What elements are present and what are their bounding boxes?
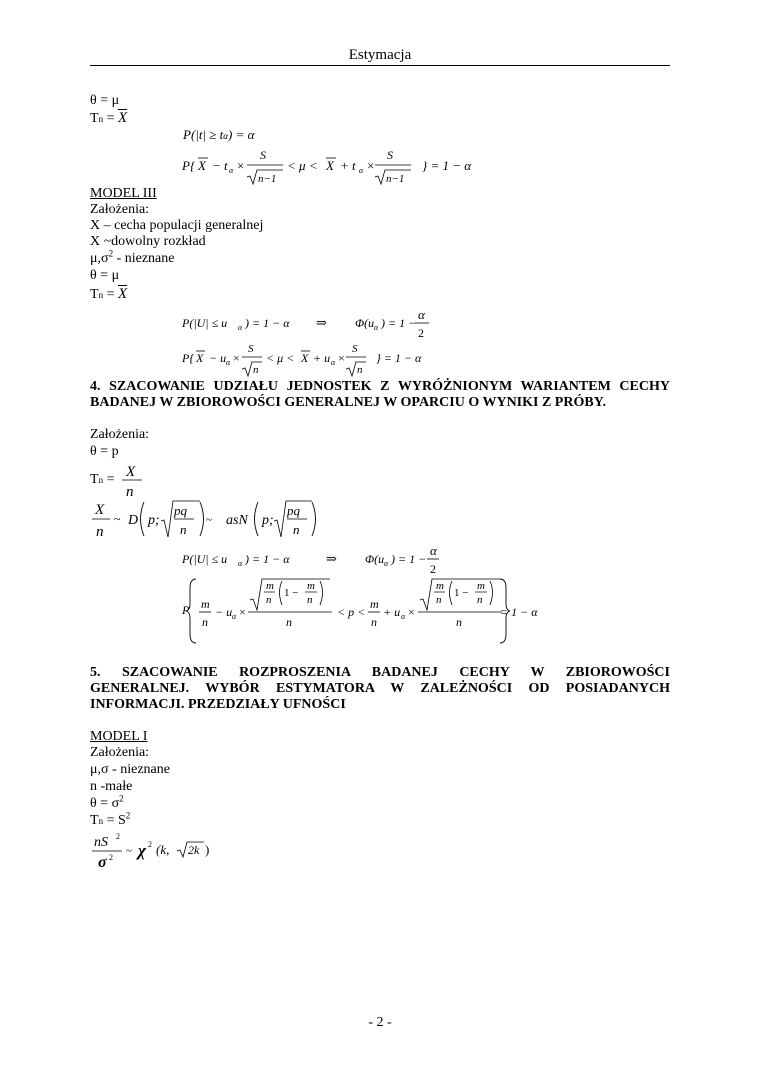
svg-text:×: × xyxy=(338,351,345,365)
svg-text:×: × xyxy=(237,158,245,173)
model-i-label: MODEL I xyxy=(90,729,148,744)
svg-text:< p <: < p < xyxy=(337,605,366,619)
assumptions-label-5: Założenia: xyxy=(90,745,150,760)
svg-text:) = 1 − α: ) = 1 − α xyxy=(245,316,290,330)
svg-text:− t: − t xyxy=(212,158,228,173)
svg-text:α: α xyxy=(374,323,379,332)
formula-ci-mean-t xyxy=(180,146,480,188)
svg-text:α: α xyxy=(238,323,243,332)
svg-text:X: X xyxy=(126,464,136,480)
formula-t-prob: P(|t| ≥ tα) = α xyxy=(183,127,255,142)
svg-text:α: α xyxy=(384,559,389,568)
svg-text:n: n xyxy=(266,594,272,606)
svg-text:P: P xyxy=(182,603,190,617)
svg-text:n: n xyxy=(286,615,292,629)
svg-text:α: α xyxy=(359,166,364,175)
svg-text:n: n xyxy=(477,594,483,606)
svg-text:σ: σ xyxy=(98,854,107,871)
svg-text:nS: nS xyxy=(94,835,108,850)
svg-text:− u: − u xyxy=(215,605,233,619)
svg-text:D: D xyxy=(128,513,139,528)
svg-text:⇒: ⇒ xyxy=(326,551,337,566)
svg-text:m: m xyxy=(477,580,485,592)
svg-text:X: X xyxy=(326,158,334,173)
svg-text:2k: 2k xyxy=(188,843,200,857)
formula-ci-mean-u xyxy=(180,342,440,378)
mu-sigma-unknown: $\mu,\sigma^2$ - nieznane xyxy=(90,248,175,266)
svg-text:α: α xyxy=(430,544,437,558)
svg-text:2: 2 xyxy=(418,326,424,340)
svg-text:p;: p; xyxy=(262,513,274,528)
formula-u-prob-4 xyxy=(180,544,440,578)
svg-text:) = 1 − α: ) = 1 − α xyxy=(245,552,290,566)
svg-text:~: ~ xyxy=(126,845,132,857)
svg-text:S: S xyxy=(387,148,393,162)
svg-text:P{: P{ xyxy=(182,158,196,173)
n-small: n -małe xyxy=(90,779,133,794)
formula-u-prob xyxy=(180,306,440,342)
svg-text:X: X xyxy=(198,158,206,173)
svg-text:×: × xyxy=(233,351,240,365)
svg-text:m: m xyxy=(370,597,379,611)
svg-text:n: n xyxy=(357,364,363,376)
model-iii-label: MODEL III xyxy=(90,186,157,201)
svg-text:n−1: n−1 xyxy=(386,173,405,185)
formula-ci-proportion xyxy=(180,576,550,646)
tn-s2: $Tn = S^2$ xyxy=(90,810,131,828)
svg-text:×: × xyxy=(367,158,375,173)
svg-text:asN: asN xyxy=(226,513,248,528)
theta-sigma2: $\theta = \sigma^2$ xyxy=(90,793,124,811)
svg-text:α: α xyxy=(418,307,425,322)
svg-text:(k,: (k, xyxy=(156,842,170,857)
svg-text:α: α xyxy=(226,358,231,367)
svg-text:p;: p; xyxy=(148,513,160,528)
svg-text:< μ <: < μ < xyxy=(266,351,295,365)
svg-text:2: 2 xyxy=(109,853,113,862)
svg-text:n: n xyxy=(371,615,377,629)
svg-text:⇒: ⇒ xyxy=(316,315,327,330)
svg-text:2: 2 xyxy=(116,832,120,841)
svg-text:+ u: + u xyxy=(383,605,401,619)
mu-sigma-unknown-5: μ,σ - nieznane xyxy=(90,762,170,777)
svg-text:1 −: 1 − xyxy=(454,587,469,599)
section-4-heading: 4. SZACOWANIE UDZIAŁU JEDNOSTEK Z WYRÓŻNIONYM WARIANTEM CECHY BADANEJ W ZBIOROWOŚCI GENERALNEJ W OPARCIU O WYNIKI Z PRÓBY. xyxy=(90,379,670,410)
svg-text:X: X xyxy=(301,351,309,365)
svg-text:pq: pq xyxy=(174,503,187,518)
svg-text:m: m xyxy=(307,580,315,592)
svg-text:~: ~ xyxy=(114,512,121,526)
svg-text:n: n xyxy=(126,484,134,500)
svg-text:n: n xyxy=(253,364,259,376)
svg-text:X: X xyxy=(95,502,105,518)
svg-text:n: n xyxy=(307,594,313,606)
svg-text:− u: − u xyxy=(209,351,227,365)
proportion-distribution xyxy=(88,496,328,544)
svg-text:n: n xyxy=(456,615,462,629)
svg-text:) = 1 −: ) = 1 − xyxy=(381,316,417,330)
x-bar: $\overline{X}$ xyxy=(117,110,128,126)
svg-text:m: m xyxy=(201,597,210,611)
page-number: - 2 - xyxy=(368,1015,392,1030)
svg-text:) = 1 −: ) = 1 − xyxy=(391,552,427,566)
theta-p: θ = p xyxy=(90,444,119,459)
svg-text:×: × xyxy=(239,605,246,619)
header-title: Estymacja xyxy=(348,47,412,63)
svg-text:n−1: n−1 xyxy=(258,173,277,185)
svg-text:n: n xyxy=(202,615,208,629)
assumptions-label-4: Założenia: xyxy=(90,427,150,442)
svg-text:α: α xyxy=(401,612,406,621)
section-5-heading: 5. SZACOWANIE ROZPROSZENIA BADANEJ CECHY W ZBIOROWOŚCI GENERALNEJ. WYBÓR ESTYMATORA W ZALEŻNOŚCI OD POSIADANYCH INFORMACJI. PRZEDZIAŁY UFNOŚCI xyxy=(90,665,670,712)
svg-text:} = 1 − α: } = 1 − α xyxy=(376,351,422,365)
x-trait: X – cecha populacji generalnej xyxy=(90,218,264,233)
svg-text:P(|U| ≤ u: P(|U| ≤ u xyxy=(182,316,228,330)
svg-text:×: × xyxy=(408,605,415,619)
svg-text:1 −: 1 − xyxy=(284,587,299,599)
svg-text:= 1 − α: = 1 − α xyxy=(500,605,538,619)
svg-text:+ u: + u xyxy=(313,351,331,365)
svg-text:n: n xyxy=(436,594,442,606)
svg-text:χ: χ xyxy=(138,841,146,860)
x-distribution: X ~dowolny rozkład xyxy=(90,234,206,249)
svg-text:S: S xyxy=(352,343,358,355)
svg-text:2: 2 xyxy=(430,562,436,576)
assumptions-label: Założenia: xyxy=(90,202,150,217)
tn-fraction xyxy=(118,460,148,500)
svg-text:α: α xyxy=(232,612,237,621)
svg-text:} = 1 − α: } = 1 − α xyxy=(422,158,472,173)
formula-chi-square xyxy=(88,828,228,872)
svg-text:X: X xyxy=(196,351,204,365)
svg-text:S: S xyxy=(248,343,254,355)
svg-text:pq: pq xyxy=(287,503,300,518)
svg-text:P{: P{ xyxy=(182,351,195,365)
svg-text:n: n xyxy=(293,522,300,537)
svg-text:Φ(u: Φ(u xyxy=(355,316,375,330)
tn-line: $Tn = \overline{X}$ xyxy=(90,110,128,126)
theta-line-2: θ = μ xyxy=(90,268,120,283)
svg-text:α: α xyxy=(331,358,336,367)
svg-text:α: α xyxy=(229,166,234,175)
svg-text:~: ~ xyxy=(206,514,212,526)
header-rule xyxy=(90,65,670,66)
svg-text:Φ(u: Φ(u xyxy=(365,552,385,566)
svg-text:+ t: + t xyxy=(340,158,356,173)
tn-line-2: $Tn = \overline{X}$ xyxy=(90,286,128,302)
svg-text:α: α xyxy=(238,559,243,568)
svg-text:m: m xyxy=(436,580,444,592)
tn-line-4: Tn = xyxy=(90,472,115,487)
svg-text:S: S xyxy=(260,148,266,162)
theta-line: θ = μ xyxy=(90,93,120,108)
svg-text:< μ <: < μ < xyxy=(287,158,318,173)
svg-text:n: n xyxy=(180,522,187,537)
svg-text:m: m xyxy=(266,580,274,592)
svg-text:): ) xyxy=(205,842,210,857)
svg-text:n: n xyxy=(96,524,104,540)
svg-text:P(|U| ≤ u: P(|U| ≤ u xyxy=(182,552,228,566)
svg-text:2: 2 xyxy=(148,840,152,849)
